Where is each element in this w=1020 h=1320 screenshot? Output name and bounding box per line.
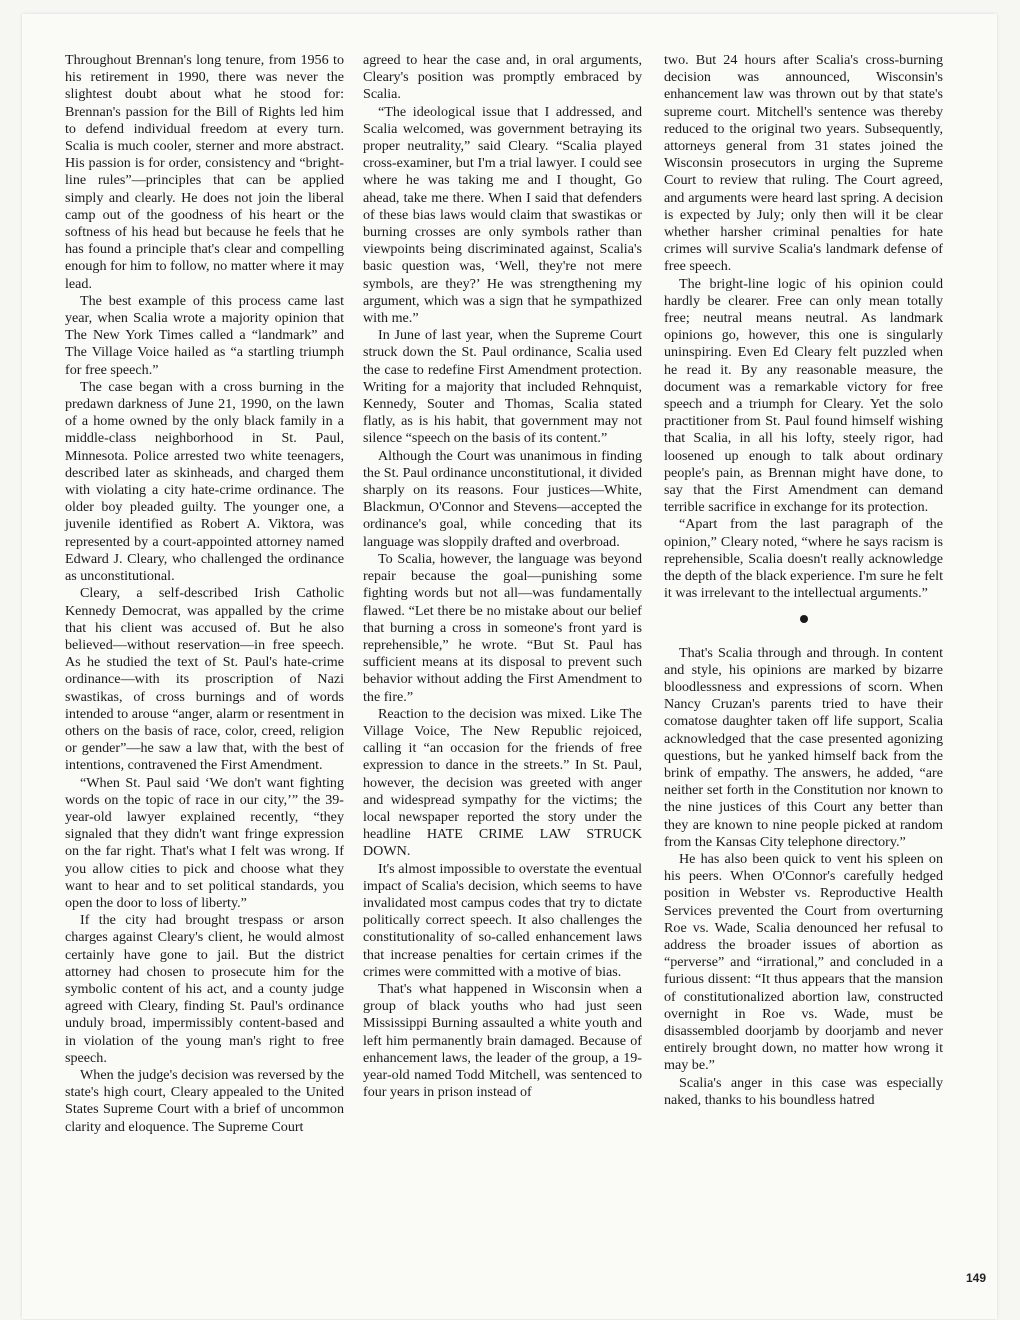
section-separator-dot bbox=[664, 613, 943, 625]
paragraph: two. But 24 hours after Scalia's cross-burning decision was announced, Wisconsin's enhancement law was thrown out by that state's supreme court. Mitchell's sentence was thereby reduced to the original two years. Subsequently, attorneys general from 31 states joined the Wisconsin prosecutors in urging the Supreme Court to review that ruling. The Court agreed, and arguments were heard last spring. A decision is expected by July; only then will it be clear whether harsher criminal penalties for hate crimes will survive Scalia's landmark defense of free speech. bbox=[664, 52, 943, 275]
paragraph: “The ideological issue that I addressed, and Scalia welcomed, was government betraying its proper neutrality,” said Cleary. “Scalia played cross-examiner, but I'm a trial lawyer. I could see where he was taking me and I thought, Go ahead, take me there. When I said that defenders of these bias laws would claim that swastikas or burning crosses are only symbols rather than viewpoints being discriminated against, Scalia's basic question was, ‘Well, they're not mere symbols, are they?’ He was strengthening my argument, which was a sign that he sympathized with me.” bbox=[363, 103, 642, 327]
paragraph: That's Scalia through and through. In content and style, his opinions are marked by bizarre bloodlessness and expressions of scorn. When Nancy Cruzan's parents tried to have their comatose daughter taken off life support, Scalia acknowledged that the case presented agonizing questions, but he yanked himself back from the brink of empathy. The answers, he added, “are neither set forth in the Constitution nor known to the nine justices of this Court any better than they are known to nine people picked at random from the Kansas City telephone directory.” bbox=[664, 644, 943, 850]
paragraph: Reaction to the decision was mixed. Like The Village Voice, The New Republic rejoiced, calling it “an occasion for the friends of free expression to dance in the streets.” In St. Paul, however, the decision was greeted with anger and widespread sympathy for the victims; the local newspaper reported the story under the headline HATE CRIME LAW STRUCK DOWN. bbox=[363, 705, 642, 860]
paragraph: Scalia's anger in this case was especially naked, thanks to his boundless hatred bbox=[664, 1074, 943, 1108]
paragraph: “Apart from the last paragraph of the opinion,” Cleary noted, “where he says racism is reprehensible, Scalia doesn't really acknowledge the depth of the black experience. I'm sure he felt it was irrelevant to the intellectual arguments.” bbox=[664, 516, 943, 602]
paragraph: In June of last year, when the Supreme Court struck down the St. Paul ordinance, Scalia used the case to redefine First Amendment protection. Writing for a majority that included Rehnquist, Kennedy, Souter and Thomas, Scalia stated flatly, as is his habit, that government may not silence “speech on the basis of its content.” bbox=[363, 327, 642, 447]
column-3 bbox=[664, 52, 943, 1109]
paragraph: Although the Court was unanimous in finding the St. Paul ordinance unconstitutional, it divided sharply on its reasons. Four justices—White, Blackmun, O'Connor and Stevens—accepted the ordinance's goal, while conceding that its language was sloppily drafted and overbroad. bbox=[363, 447, 642, 550]
paragraph: He has also been quick to vent his spleen on his peers. When O'Connor's carefully hedged position in Webster vs. Reproductive Health Services prevented the Court from overturning Roe vs. Wade, Scalia denounced her refusal to address the broader issues of abortion as “perverse” and “irrational,” and concluded in a furious dissent: “It thus appears that the mansion of constitutionalized abortion law, constructed overnight in Roe vs. Wade, must be disassembled doorjamb by doorjamb and never entirely brought down, no matter how wrong it may be.” bbox=[664, 850, 943, 1074]
paragraph: Cleary, a self-described Irish Catholic Kennedy Democrat, was appalled by the crime that his client was accused of. But he also believed—without reservation—in free speech. As he studied the text of St. Paul's hate-crime ordinance—with its proscription of Nazi swastikas, of cross burnings and of words intended to arouse “anger, alarm or resentment in others on the basis of race, color, creed, religion or gender”—he saw a law that, with the best of intentions, contravened the First Amendment. bbox=[65, 585, 344, 774]
paragraph: It's almost impossible to overstate the eventual impact of Scalia's decision, which seems to have invalidated most campus codes that try to dictate politically correct speech. It also challenges the constitutionality of so-called enhancement laws that increase penalties for certain crimes if the crimes were committed with a motive of bias. bbox=[363, 860, 642, 980]
magazine-page bbox=[22, 14, 997, 1319]
paragraph: That's what happened in Wisconsin when a group of black youths who had just seen Mississippi Burning assaulted a white youth and left him permanently brain damaged. Because of enhancement laws, the leader of the group, a 19-year-old named Todd Mitchell, was sentenced to four years in prison instead of bbox=[363, 980, 642, 1101]
paragraph: When the judge's decision was reversed by the state's high court, Cleary appealed to the United States Supreme Court with a brief of uncommon clarity and eloquence. The Supreme Court bbox=[65, 1066, 344, 1135]
paragraph: agreed to hear the case and, in oral arguments, Cleary's position was promptly embraced by Scalia. bbox=[363, 52, 642, 103]
column-1 bbox=[65, 52, 344, 1136]
paragraph: The best example of this process came last year, when Scalia wrote a majority opinion that The New York Times called a “landmark” and The Village Voice hailed as “a startling triumph for free speech.” bbox=[65, 292, 344, 378]
page-number: 149 bbox=[966, 1271, 987, 1285]
paragraph: “When St. Paul said ‘We don't want fighting words on the topic of race in our city,’” the 39-year-old lawyer explained recently, “they signaled that they didn't want fringe expression on the far right. That's what I felt was wrong. If you allow cities to pick and choose what they want to hear and to set political standards, you open the door to loss of liberty.” bbox=[65, 774, 344, 911]
paragraph: To Scalia, however, the language was beyond repair because the goal—punishing some fighting words but not all—was fundamentally flawed. “Let there be no mistake about our belief that burning a cross in someone's front yard is reprehensible,” he wrote. “But St. Paul has sufficient means at its disposal to prevent such behavior without adding the First Amendment to the fire.” bbox=[363, 550, 642, 705]
paragraph: The case began with a cross burning in the predawn darkness of June 21, 1990, on the lawn of a home owned by the only black family in a middle-class neighborhood in St. Paul, Minnesota. Police arrested two white teenagers, described later as skinheads, and charged them with violating a city hate-crime ordinance. The older boy pleaded guilty. The younger one, a juvenile identified as Robert A. Viktora, was represented by a court-appointed attorney named Edward J. Cleary, who challenged the ordinance as unconstitutional. bbox=[65, 378, 344, 585]
paragraph: If the city had brought trespass or arson charges against Cleary's client, he would almost certainly have gone to jail. But the district attorney had chosen to prosecute him for the symbolic content of his act, and a county judge agreed with Cleary, finding St. Paul's ordinance unduly broad, impermissibly content-based and in violation of the young man's right to free speech. bbox=[65, 912, 344, 1066]
paragraph: The bright-line logic of his opinion could hardly be clearer. Free can only mean totally free; neutral means neutral. As landmark opinions go, however, this one is singularly uninspiring. Even Ed Cleary felt puzzled when he read it. By any reasonable measure, the document was a remarkable victory for free speech and a triumph for Cleary. Yet the solo practitioner from St. Paul found himself wishing that Scalia, in all his lofty, steely rigor, had loosened up enough to talk about ordinary people's pain, as Brennan might have done, to say that the First Amendment can demand terrible sacrifice in exchange for its protection. bbox=[664, 275, 943, 516]
column-2 bbox=[363, 52, 642, 1101]
paragraph: Throughout Brennan's long tenure, from 1956 to his retirement in 1990, there was never the slightest doubt about what he stood for: Brennan's passion for the Bill of Rights led him to defend individual freedom at every turn. Scalia is much cooler, sterner and more abstract. His passion is for order, consistency and “bright-line rules”—principles that can be applied simply and clearly. He does not join the liberal camp out of the goodness of his heart or the softness of his head but because he feels that he has found a principle that's clear and compelling enough for him to follow, no matter where it may lead. bbox=[65, 52, 344, 292]
